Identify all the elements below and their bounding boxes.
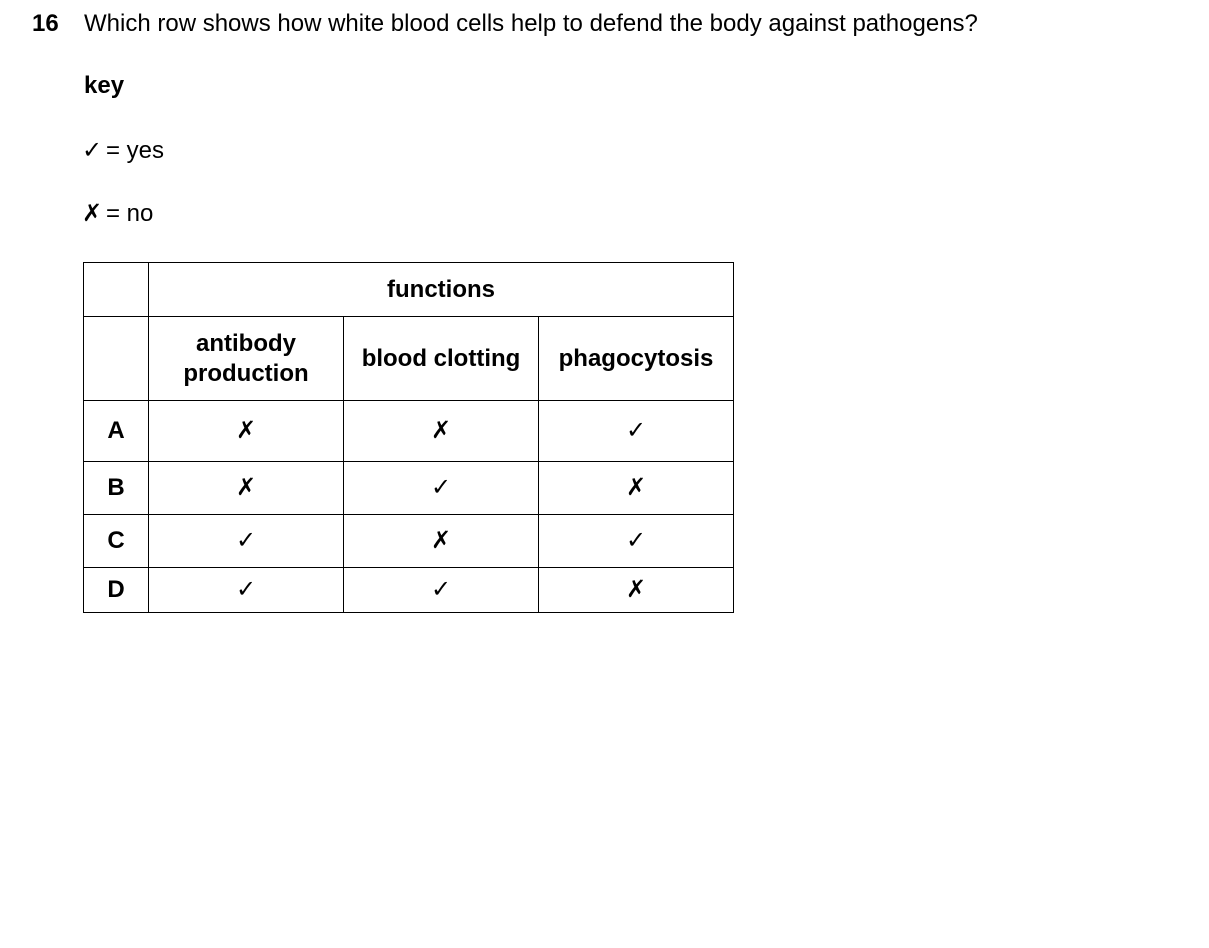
cell-mark [344,462,539,515]
column-header-antibody-production [149,317,344,401]
key-yes [82,136,164,165]
table-group-header-row [84,263,734,317]
row-letter-label: C [107,527,125,554]
cross-icon: ✗ [235,473,257,501]
cell-mark [344,568,539,613]
row-letter [84,462,149,515]
cross-icon: ✗ [430,526,452,554]
tick-icon: ✓ [430,473,452,501]
row-letter-label: B [107,474,125,501]
answer-table [83,262,734,613]
tick-icon: ✓ [625,416,647,444]
cell-mark [539,515,734,568]
table-row-d [84,568,734,613]
question-number: 16 [32,10,59,37]
cross-icon: ✗ [625,473,647,501]
key-no [82,199,153,228]
cross-icon: ✗ [625,575,647,603]
row-letter-label: D [107,576,125,603]
cell-mark [149,462,344,515]
cell-mark [149,515,344,568]
cell-mark [539,462,734,515]
tick-icon: ✓ [82,136,103,164]
table-row-c [84,515,734,568]
tick-icon: ✓ [430,575,452,603]
tick-icon: ✓ [235,575,257,603]
cell-mark [149,401,344,462]
row-letter [84,515,149,568]
column-header-label: antibody production [183,329,309,387]
functions-header: functions [149,263,734,317]
table-row-a [84,401,734,462]
key-yes-label: = yes [106,137,165,164]
tick-icon: ✓ [625,526,647,554]
cross-icon: ✗ [82,199,103,227]
cell-mark [539,568,734,613]
table-corner-cell [84,263,149,317]
cross-icon: ✗ [235,416,257,444]
row-letter [84,568,149,613]
question-text: Which row shows how white blood cells help to defend the body against pathogens? [84,10,978,37]
tick-icon: ✓ [235,526,257,554]
table-column-header-row [84,317,734,401]
cell-mark [344,401,539,462]
cell-mark [539,401,734,462]
row-letter [84,401,149,462]
key-title: key [84,72,125,99]
column-header-blood-clotting: blood clotting [344,317,539,401]
cell-mark [149,568,344,613]
table-corner-cell [84,317,149,401]
key-no-label: = no [106,200,154,227]
column-header-phagocytosis: phagocytosis [539,317,734,401]
cross-icon: ✗ [430,416,452,444]
table-row-b [84,462,734,515]
cell-mark [344,515,539,568]
row-letter-label: A [107,417,125,444]
